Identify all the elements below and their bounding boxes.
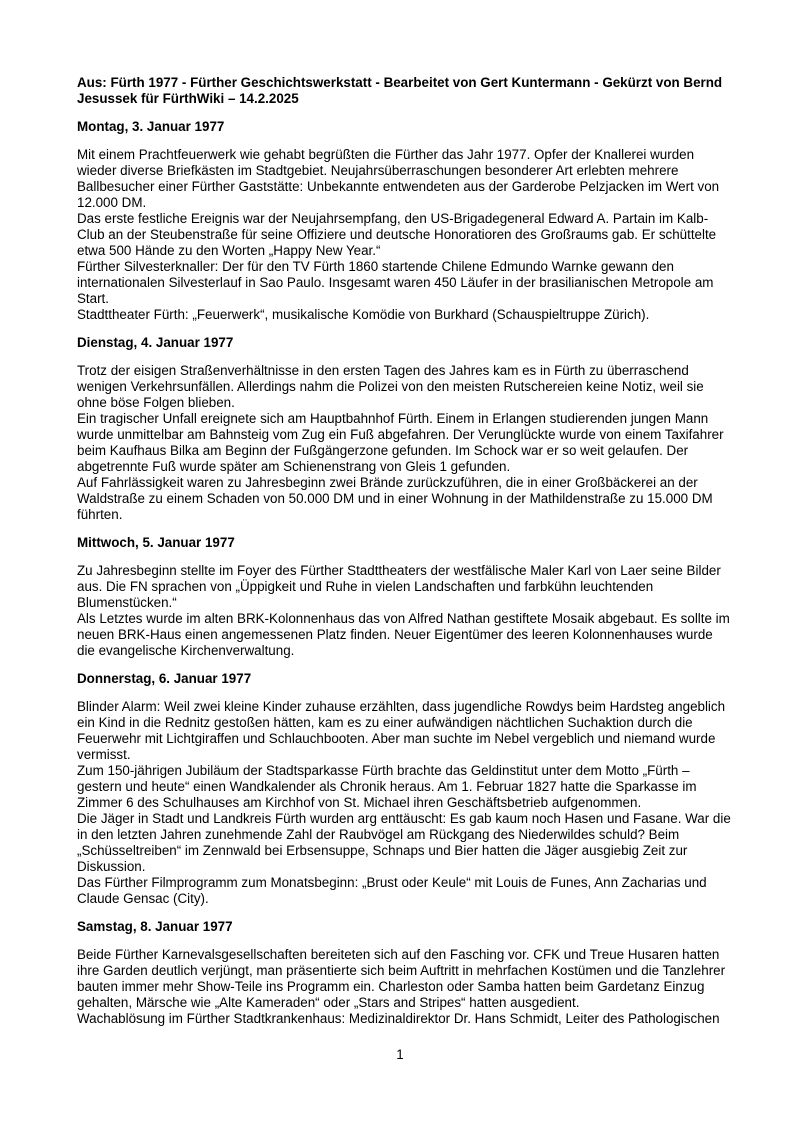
day-section bbox=[77, 671, 731, 907]
page-number: 1 bbox=[396, 1047, 404, 1062]
entry-paragraph: Fürther Silvesterknaller: Der für den TV Fürth 1860 startende Chilene Edmundo Warnke gewann den internationalen Silvesterlauf in Sao Paulo. Insgesamt waren 450 Läufer in der brasilianischen Metropole am Start. bbox=[77, 259, 714, 306]
sections-container bbox=[77, 119, 731, 1027]
entry-paragraph: Mit einem Prachtfeuerwerk wie gehabt begrüßten die Fürther das Jahr 1977. Opfer der Knallerei wurden wieder diverse Briefkästen im Stadtgebiet. Neujahrsüberraschungen besonderer Art erlebten mehrere Ballbesucher einer Fürther Gaststätte: Unbekannte entwendeten aus der Garderobe Pelzjacken im Wert von 12.000 DM. bbox=[77, 147, 720, 210]
entry-paragraph: Als Letztes wurde im alten BRK-Kolonnenhaus das von Alfred Nathan gestiftete Mosaik abgebaut. Es sollte im neuen BRK-Haus einen angemessenen Platz finden. Neuer Eigentümer des leeren Kolonnenhauses wurde die evangelische Kirchenverwaltung. bbox=[77, 611, 730, 658]
day-heading: Montag, 3. Januar 1977 bbox=[77, 119, 225, 134]
document-header: Aus: Fürth 1977 - Fürther Geschichtswerkstatt - Bearbeitet von Gert Kuntermann - Gekürzt von Bernd Jesussek für FürthWiki – 14.2.2025 bbox=[77, 75, 723, 106]
entry-paragraph: Beide Fürther Karnevalsgesellschaften bereiteten sich auf den Fasching vor. CFK und Treue Husaren hatten ihre Garden deutlich verjüngt, man präsentierte sich beim Auftritt in mehrfachen Kostümen und die Tanzlehrer bauten immer mehr Show-Teile ins Programm ein. Charleston oder Samba hatten beim Gardetanz Einzug gehalten, Märsche wie „Alte Kameraden“ oder „Stars and Stripes“ hatten ausgedient. bbox=[77, 947, 726, 1010]
entry-paragraph: Trotz der eisigen Straßenverhältnisse in den ersten Tagen des Jahres kam es in Fürth zu überraschend wenigen Verkehrsunfällen. Allerdings nahm die Polizei von den meisten Rutschereien keine Notiz, weil sie ohne böse Folgen blieben. bbox=[77, 363, 704, 410]
day-section bbox=[77, 119, 731, 323]
entry-paragraph: Das erste festliche Ereignis war der Neujahrsempfang, den US-Brigadegeneral Edward A. Partain im Kalb-Club an der Steubenstraße für seine Offiziere und deutsche Honoratioren des Großraums gab. Er schüttelte etwa 500 Hände zu den Worten „Happy New Year.“ bbox=[77, 211, 717, 258]
entry-paragraph: Wachablösung im Fürther Stadtkrankenhaus: Medizinaldirektor Dr. Hans Schmidt, Leiter des Pathologischen bbox=[77, 1011, 720, 1026]
entry-paragraph: Auf Fahrlässigkeit waren zu Jahresbeginn zwei Brände zurückzuführen, die in einer Großbäckerei an der Waldstraße zu einem Schaden von 50.000 DM und in einer Wohnung in der Mathildenstraße zu 15.000 DM führten. bbox=[77, 475, 713, 522]
entry-paragraph: Die Jäger in Stadt und Landkreis Fürth wurden arg enttäuscht: Es gab kaum noch Hasen und Fasane. War die in den letzten Jahren zunehmende Zahl der Raubvögel am Rückgang des Niederwildes schuld? Beim „Schüsseltreiben“ im Zennwald bei Erbsensuppe, Schnaps und Bier hatten die Jäger ausgiebig Zeit zur Diskussion. bbox=[77, 811, 731, 874]
entry-paragraph: Ein tragischer Unfall ereignete sich am Hauptbahnhof Fürth. Einem in Erlangen studierenden jungen Mann wurde unmittelbar am Bahnsteig vom Zug ein Fuß abgefahren. Der Verunglückte wurde von einem Taxifahrer beim Kaufhaus Bilka am Beginn der Fußgängerzone gefunden. Im Schock war er so weit gelaufen. Der abgetrennte Fuß wurde später am Schienenstrang von Gleis 1 gefunden. bbox=[77, 411, 724, 474]
entry-paragraph: Zum 150-jährigen Jubiläum der Stadtsparkasse Fürth brachte das Geldinstitut unter dem Motto „Fürth – gestern und heute“ einen Wandkalender als Chronik heraus. Am 1. Februar 1827 hatte die Sparkasse im Zimmer 6 des Schulhauses am Kirchhof von St. Michael ihren Geschäftsbetrieb aufgenommen. bbox=[77, 763, 697, 810]
day-section bbox=[77, 335, 731, 523]
day-section bbox=[77, 535, 731, 659]
entry-paragraph: Blinder Alarm: Weil zwei kleine Kinder zuhause erzählten, dass jugendliche Rowdys beim Hardsteg angeblich ein Kind in die Rednitz gestoßen hätten, kam es zu einer aufwändigen nächtlichen Suchaktion durch die Feuerwehr mit Lichtgiraffen und Schlauchbooten. Aber man suchte im Nebel vergeblich und niemand wurde vermisst. bbox=[77, 699, 726, 762]
day-heading: Donnerstag, 6. Januar 1977 bbox=[77, 671, 252, 686]
entry-paragraph: Stadttheater Fürth: „Feuerwerk“, musikalische Komödie von Burkhard (Schauspieltruppe Zürich). bbox=[77, 307, 650, 322]
entry-paragraph: Das Fürther Filmprogramm zum Monatsbeginn: „Brust oder Keule“ mit Louis de Funes, Ann Zacharias und Claude Gensac (City). bbox=[77, 875, 707, 906]
day-heading: Dienstag, 4. Januar 1977 bbox=[77, 335, 234, 350]
day-heading: Mittwoch, 5. Januar 1977 bbox=[77, 535, 235, 550]
entry-paragraph: Zu Jahresbeginn stellte im Foyer des Fürther Stadttheaters der westfälische Maler Karl von Laer seine Bilder aus. Die FN sprachen von „Üppigkeit und Ruhe in vielen Landschaften und farbkühn leuchtenden Blumenstücken.“ bbox=[77, 563, 721, 610]
day-heading: Samstag, 8. Januar 1977 bbox=[77, 919, 233, 934]
day-section bbox=[77, 919, 731, 1027]
